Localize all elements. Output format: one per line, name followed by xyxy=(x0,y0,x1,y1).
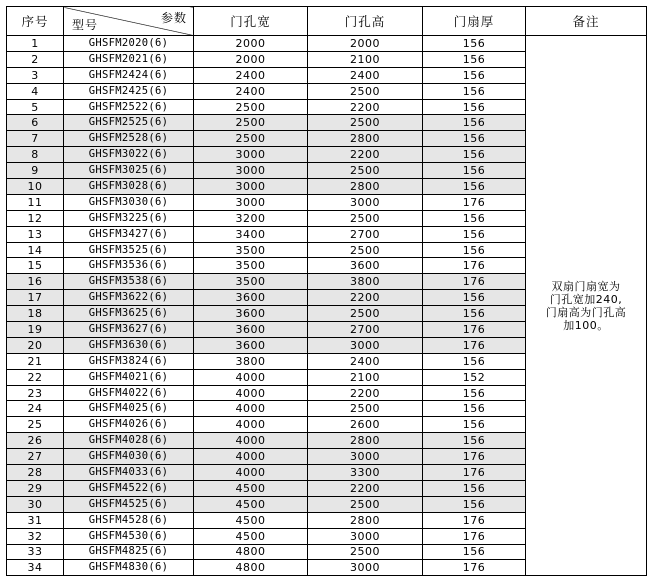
row-width: 3600 xyxy=(194,306,308,322)
row-height: 2800 xyxy=(308,512,423,528)
row-width: 3800 xyxy=(194,353,308,369)
row-model: GHSFM4522(6) xyxy=(64,480,194,496)
header-model-param xyxy=(64,7,194,36)
row-width: 4800 xyxy=(194,560,308,576)
row-model: GHSFM3030(6) xyxy=(64,194,194,210)
header-model: 型号 xyxy=(72,18,99,32)
row-height: 2500 xyxy=(308,115,423,131)
row-seq: 1 xyxy=(7,36,64,52)
row-seq: 13 xyxy=(7,226,64,242)
row-seq: 14 xyxy=(7,242,64,258)
row-thickness: 156 xyxy=(423,36,526,52)
row-seq: 21 xyxy=(7,353,64,369)
row-seq: 31 xyxy=(7,512,64,528)
row-seq: 2 xyxy=(7,51,64,67)
row-model: GHSFM3525(6) xyxy=(64,242,194,258)
header-remarks: 备注 xyxy=(526,7,647,36)
row-thickness: 156 xyxy=(423,433,526,449)
row-thickness: 156 xyxy=(423,67,526,83)
row-seq: 20 xyxy=(7,337,64,353)
row-thickness: 156 xyxy=(423,306,526,322)
row-model: GHSFM4825(6) xyxy=(64,544,194,560)
row-seq: 6 xyxy=(7,115,64,131)
row-height: 2000 xyxy=(308,36,423,52)
row-thickness: 156 xyxy=(423,210,526,226)
row-model: GHSFM2425(6) xyxy=(64,83,194,99)
row-height: 2200 xyxy=(308,385,423,401)
row-model: GHSFM2522(6) xyxy=(64,99,194,115)
row-seq: 27 xyxy=(7,449,64,465)
row-height: 2100 xyxy=(308,369,423,385)
row-height: 3000 xyxy=(308,449,423,465)
row-width: 2000 xyxy=(194,51,308,67)
row-width: 3000 xyxy=(194,194,308,210)
row-seq: 5 xyxy=(7,99,64,115)
row-thickness: 176 xyxy=(423,528,526,544)
row-thickness: 156 xyxy=(423,179,526,195)
row-width: 3600 xyxy=(194,322,308,338)
row-model: GHSFM4025(6) xyxy=(64,401,194,417)
row-thickness: 176 xyxy=(423,560,526,576)
row-height: 2500 xyxy=(308,83,423,99)
row-seq: 11 xyxy=(7,194,64,210)
row-height: 2800 xyxy=(308,131,423,147)
row-model: GHSFM3028(6) xyxy=(64,179,194,195)
row-height: 3000 xyxy=(308,528,423,544)
row-model: GHSFM3536(6) xyxy=(64,258,194,274)
remarks-line: 加100。 xyxy=(563,318,609,332)
row-height: 2500 xyxy=(308,210,423,226)
row-width: 4500 xyxy=(194,512,308,528)
row-thickness: 156 xyxy=(423,115,526,131)
row-seq: 4 xyxy=(7,83,64,99)
row-model: GHSFM4530(6) xyxy=(64,528,194,544)
row-model: GHSFM4028(6) xyxy=(64,433,194,449)
row-model: GHSFM3427(6) xyxy=(64,226,194,242)
row-seq: 24 xyxy=(7,401,64,417)
row-thickness: 156 xyxy=(423,131,526,147)
row-thickness: 156 xyxy=(423,99,526,115)
row-seq: 17 xyxy=(7,290,64,306)
row-thickness: 156 xyxy=(423,353,526,369)
row-height: 2700 xyxy=(308,322,423,338)
row-model: GHSFM2021(6) xyxy=(64,51,194,67)
row-height: 2500 xyxy=(308,496,423,512)
row-width: 4000 xyxy=(194,369,308,385)
row-width: 3200 xyxy=(194,210,308,226)
header-param: 参数 xyxy=(160,11,187,25)
row-seq: 22 xyxy=(7,369,64,385)
row-model: GHSFM4022(6) xyxy=(64,385,194,401)
row-width: 4500 xyxy=(194,496,308,512)
row-seq: 10 xyxy=(7,179,64,195)
row-thickness: 176 xyxy=(423,449,526,465)
row-thickness: 176 xyxy=(423,194,526,210)
row-thickness: 152 xyxy=(423,369,526,385)
row-width: 4000 xyxy=(194,449,308,465)
row-width: 2000 xyxy=(194,36,308,52)
row-thickness: 156 xyxy=(423,385,526,401)
header-thickness: 门扇厚 xyxy=(423,7,526,36)
row-height: 2800 xyxy=(308,179,423,195)
row-model: GHSFM2528(6) xyxy=(64,131,194,147)
row-width: 2500 xyxy=(194,99,308,115)
row-model: GHSFM2424(6) xyxy=(64,67,194,83)
row-width: 4000 xyxy=(194,433,308,449)
row-model: GHSFM3022(6) xyxy=(64,147,194,163)
row-height: 2500 xyxy=(308,401,423,417)
row-seq: 3 xyxy=(7,67,64,83)
row-model: GHSFM2020(6) xyxy=(64,36,194,52)
row-model: GHSFM3622(6) xyxy=(64,290,194,306)
row-thickness: 176 xyxy=(423,337,526,353)
row-model: GHSFM4021(6) xyxy=(64,369,194,385)
row-width: 3400 xyxy=(194,226,308,242)
row-height: 2200 xyxy=(308,290,423,306)
row-width: 3000 xyxy=(194,179,308,195)
row-model: GHSFM4033(6) xyxy=(64,465,194,481)
row-seq: 8 xyxy=(7,147,64,163)
row-seq: 9 xyxy=(7,163,64,179)
row-thickness: 176 xyxy=(423,322,526,338)
row-width: 3000 xyxy=(194,163,308,179)
row-seq: 26 xyxy=(7,433,64,449)
row-seq: 25 xyxy=(7,417,64,433)
row-model: GHSFM3625(6) xyxy=(64,306,194,322)
row-height: 2200 xyxy=(308,147,423,163)
row-seq: 18 xyxy=(7,306,64,322)
row-height: 3000 xyxy=(308,194,423,210)
row-thickness: 156 xyxy=(423,544,526,560)
row-height: 2400 xyxy=(308,67,423,83)
row-width: 4000 xyxy=(194,401,308,417)
row-thickness: 156 xyxy=(423,417,526,433)
row-thickness: 156 xyxy=(423,163,526,179)
row-seq: 19 xyxy=(7,322,64,338)
row-height: 2500 xyxy=(308,544,423,560)
row-model: GHSFM3630(6) xyxy=(64,337,194,353)
row-width: 2400 xyxy=(194,67,308,83)
row-model: GHSFM3824(6) xyxy=(64,353,194,369)
row-width: 3600 xyxy=(194,337,308,353)
remarks-line: 双扇门扇宽为 xyxy=(551,279,621,293)
row-height: 3300 xyxy=(308,465,423,481)
row-model: GHSFM4026(6) xyxy=(64,417,194,433)
row-seq: 34 xyxy=(7,560,64,576)
row-width: 3500 xyxy=(194,258,308,274)
row-model: GHSFM4830(6) xyxy=(64,560,194,576)
header-row xyxy=(7,7,647,36)
row-height: 3800 xyxy=(308,274,423,290)
row-width: 4500 xyxy=(194,480,308,496)
row-width: 4800 xyxy=(194,544,308,560)
row-seq: 7 xyxy=(7,131,64,147)
row-thickness: 176 xyxy=(423,258,526,274)
row-height: 2500 xyxy=(308,306,423,322)
row-thickness: 176 xyxy=(423,465,526,481)
row-model: GHSFM3225(6) xyxy=(64,210,194,226)
row-model: GHSFM3025(6) xyxy=(64,163,194,179)
row-seq: 15 xyxy=(7,258,64,274)
remarks-line: 门扇高为门孔高 xyxy=(545,305,627,319)
row-height: 3600 xyxy=(308,258,423,274)
row-width: 4000 xyxy=(194,385,308,401)
row-model: GHSFM3627(6) xyxy=(64,322,194,338)
row-thickness: 156 xyxy=(423,51,526,67)
row-thickness: 176 xyxy=(423,512,526,528)
row-height: 2600 xyxy=(308,417,423,433)
row-thickness: 156 xyxy=(423,401,526,417)
row-width: 3500 xyxy=(194,242,308,258)
row-seq: 32 xyxy=(7,528,64,544)
row-thickness: 156 xyxy=(423,496,526,512)
row-model: GHSFM4528(6) xyxy=(64,512,194,528)
row-thickness: 156 xyxy=(423,226,526,242)
row-width: 2400 xyxy=(194,83,308,99)
row-height: 2200 xyxy=(308,480,423,496)
row-seq: 12 xyxy=(7,210,64,226)
row-thickness: 176 xyxy=(423,274,526,290)
remarks-cell xyxy=(526,36,647,576)
row-seq: 28 xyxy=(7,465,64,481)
spec-table xyxy=(6,6,647,576)
row-height: 2700 xyxy=(308,226,423,242)
row-model: GHSFM2525(6) xyxy=(64,115,194,131)
row-height: 2400 xyxy=(308,353,423,369)
remarks-line: 门孔宽加240, xyxy=(549,292,623,306)
header-seq: 序号 xyxy=(7,7,64,36)
row-width: 2500 xyxy=(194,115,308,131)
row-width: 3600 xyxy=(194,290,308,306)
header-width: 门孔宽 xyxy=(194,7,308,36)
row-width: 3500 xyxy=(194,274,308,290)
header-height: 门孔高 xyxy=(308,7,423,36)
row-thickness: 156 xyxy=(423,242,526,258)
row-width: 4500 xyxy=(194,528,308,544)
row-width: 4000 xyxy=(194,417,308,433)
row-height: 3000 xyxy=(308,337,423,353)
table-row xyxy=(7,36,647,52)
row-model: GHSFM4525(6) xyxy=(64,496,194,512)
row-thickness: 156 xyxy=(423,480,526,496)
row-model: GHSFM4030(6) xyxy=(64,449,194,465)
row-height: 2100 xyxy=(308,51,423,67)
row-seq: 29 xyxy=(7,480,64,496)
row-seq: 23 xyxy=(7,385,64,401)
row-seq: 30 xyxy=(7,496,64,512)
row-thickness: 156 xyxy=(423,147,526,163)
row-height: 2500 xyxy=(308,163,423,179)
row-width: 3000 xyxy=(194,147,308,163)
row-seq: 33 xyxy=(7,544,64,560)
row-height: 2500 xyxy=(308,242,423,258)
row-width: 2500 xyxy=(194,131,308,147)
row-width: 4000 xyxy=(194,465,308,481)
row-thickness: 156 xyxy=(423,83,526,99)
row-height: 3000 xyxy=(308,560,423,576)
row-thickness: 156 xyxy=(423,290,526,306)
table-body xyxy=(7,36,647,576)
row-height: 2800 xyxy=(308,433,423,449)
row-model: GHSFM3538(6) xyxy=(64,274,194,290)
row-seq: 16 xyxy=(7,274,64,290)
row-height: 2200 xyxy=(308,99,423,115)
